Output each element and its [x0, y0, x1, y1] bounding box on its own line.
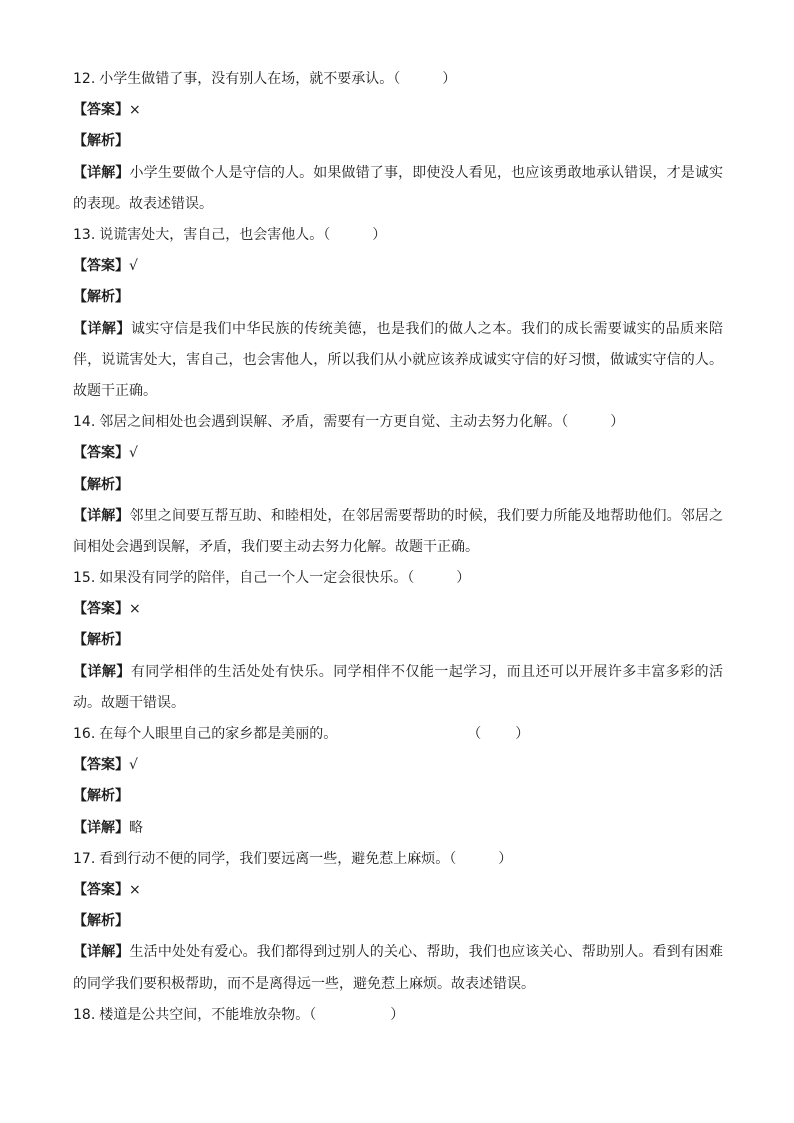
detail-text: 邻里之间要互帮互助、和睦相处，在邻居需要帮助的时候，我们要力所能及地帮助他们。邻居之间相处会遇到误解，矛盾，我们要主动去努力化解。故题干正确。 [73, 507, 724, 555]
document-page [73, 64, 723, 1031]
answer-value: √ [129, 445, 138, 462]
detail-label: 【详解】 [73, 507, 130, 524]
analysis-row [73, 126, 723, 157]
answer-row [73, 251, 723, 282]
analysis-label: 【解析】 [73, 289, 129, 306]
answer-row [73, 95, 723, 126]
question-paren-close: ） [442, 71, 457, 87]
question-number: 13. [73, 226, 96, 243]
question-15 [73, 563, 723, 594]
answer-value: √ [129, 757, 138, 774]
question-16 [73, 719, 723, 750]
question-text: 如果没有同学的陪伴，自己一个人一定会很快乐。（ [99, 570, 415, 587]
analysis-row [73, 625, 723, 656]
answer-label: 【答案】 [73, 757, 129, 774]
detail-row [73, 158, 723, 220]
answer-label: 【答案】 [73, 445, 129, 462]
detail-label: 【详解】 [73, 819, 129, 836]
answer-value: × [129, 882, 141, 899]
answer-row [73, 594, 723, 625]
question-13 [73, 220, 723, 251]
analysis-label: 【解析】 [73, 913, 129, 930]
detail-text: 略 [129, 819, 143, 836]
question-paren-close: ） [390, 1006, 405, 1023]
analysis-row [73, 781, 723, 812]
analysis-row [73, 470, 723, 501]
question-12 [73, 64, 723, 95]
answer-value: √ [129, 258, 138, 275]
detail-row [73, 813, 723, 844]
detail-text: 诚实守信是我们中华民族的传统美德，也是我们的做人之本。我们的成长需要诚实的品质来陪伴，说谎害处大，害自己，也会害他人，所以我们从小就应该养成诚实守信的好习惯，做诚实守信的人。故题干正确。 [73, 320, 724, 399]
detail-text: 生活中处处有爱心。我们都得到过别人的关心、帮助，我们也应该关心、帮助别人。看到有困难的同学我们要积极帮助，而不是离得远一些，避免惹上麻烦。故表述错误。 [73, 944, 724, 992]
analysis-label: 【解析】 [73, 632, 129, 649]
analysis-label: 【解析】 [73, 788, 129, 805]
detail-row [73, 501, 723, 563]
question-text: 邻居之间相处也会遇到误解、矛盾，需要有一方更自觉、主动去努力化解。（ [99, 414, 569, 431]
question-14 [73, 407, 723, 438]
analysis-label: 【解析】 [73, 133, 129, 150]
question-text: 楼道是公共空间，不能堆放杂物。（ [99, 1006, 317, 1023]
question-number: 18. [73, 1006, 96, 1023]
answer-label: 【答案】 [73, 102, 129, 119]
answer-row [73, 875, 723, 906]
question-paren-open: （ [467, 726, 482, 743]
analysis-label: 【解析】 [73, 476, 129, 493]
answer-label: 【答案】 [73, 258, 129, 275]
detail-label: 【详解】 [73, 663, 131, 680]
detail-label: 【详解】 [73, 164, 130, 181]
answer-label: 【答案】 [73, 882, 129, 899]
question-number: 14. [73, 414, 96, 431]
question-paren-close: ） [610, 414, 625, 431]
detail-text: 有同学相伴的生活处处有快乐。同学相伴不仅能一起学习，而且还可以开展许多丰富多彩的活动。故题干错误。 [73, 663, 724, 711]
question-text: 说谎害处大，害自己，也会害他人。（ [99, 226, 331, 243]
analysis-row [73, 906, 723, 937]
detail-row [73, 657, 723, 719]
question-17 [73, 844, 723, 875]
question-paren-close: ） [498, 850, 513, 867]
analysis-row [73, 282, 723, 313]
detail-text: 小学生要做个人是守信的人。如果做错了事，即使没人看见，也应该勇敢地承认错误，才是诚实的表现。故表述错误。 [73, 164, 724, 212]
question-number: 17. [73, 850, 96, 867]
detail-label: 【详解】 [73, 320, 131, 337]
question-number: 16. [73, 726, 96, 743]
detail-row [73, 937, 723, 999]
question-text: 小学生做错了事，没有别人在场，就不要承认。（ [99, 71, 401, 87]
answer-value: × [129, 601, 141, 618]
question-text: 在每个人眼里自己的家乡都是美丽的。 [99, 726, 338, 743]
question-paren-close: ） [372, 226, 387, 243]
answer-row [73, 750, 723, 781]
detail-row [73, 314, 723, 408]
question-paren-close: ） [515, 726, 530, 743]
question-text: 看到行动不便的同学，我们要远离一些，避免惹上麻烦。（ [99, 850, 457, 867]
question-number: 15. [73, 570, 96, 587]
answer-value: × [129, 102, 141, 119]
answer-row [73, 438, 723, 469]
question-paren-close: ） [456, 570, 471, 587]
question-number: 12. [73, 71, 96, 87]
answer-label: 【答案】 [73, 601, 129, 618]
detail-label: 【详解】 [73, 944, 130, 961]
question-18 [73, 1000, 723, 1031]
